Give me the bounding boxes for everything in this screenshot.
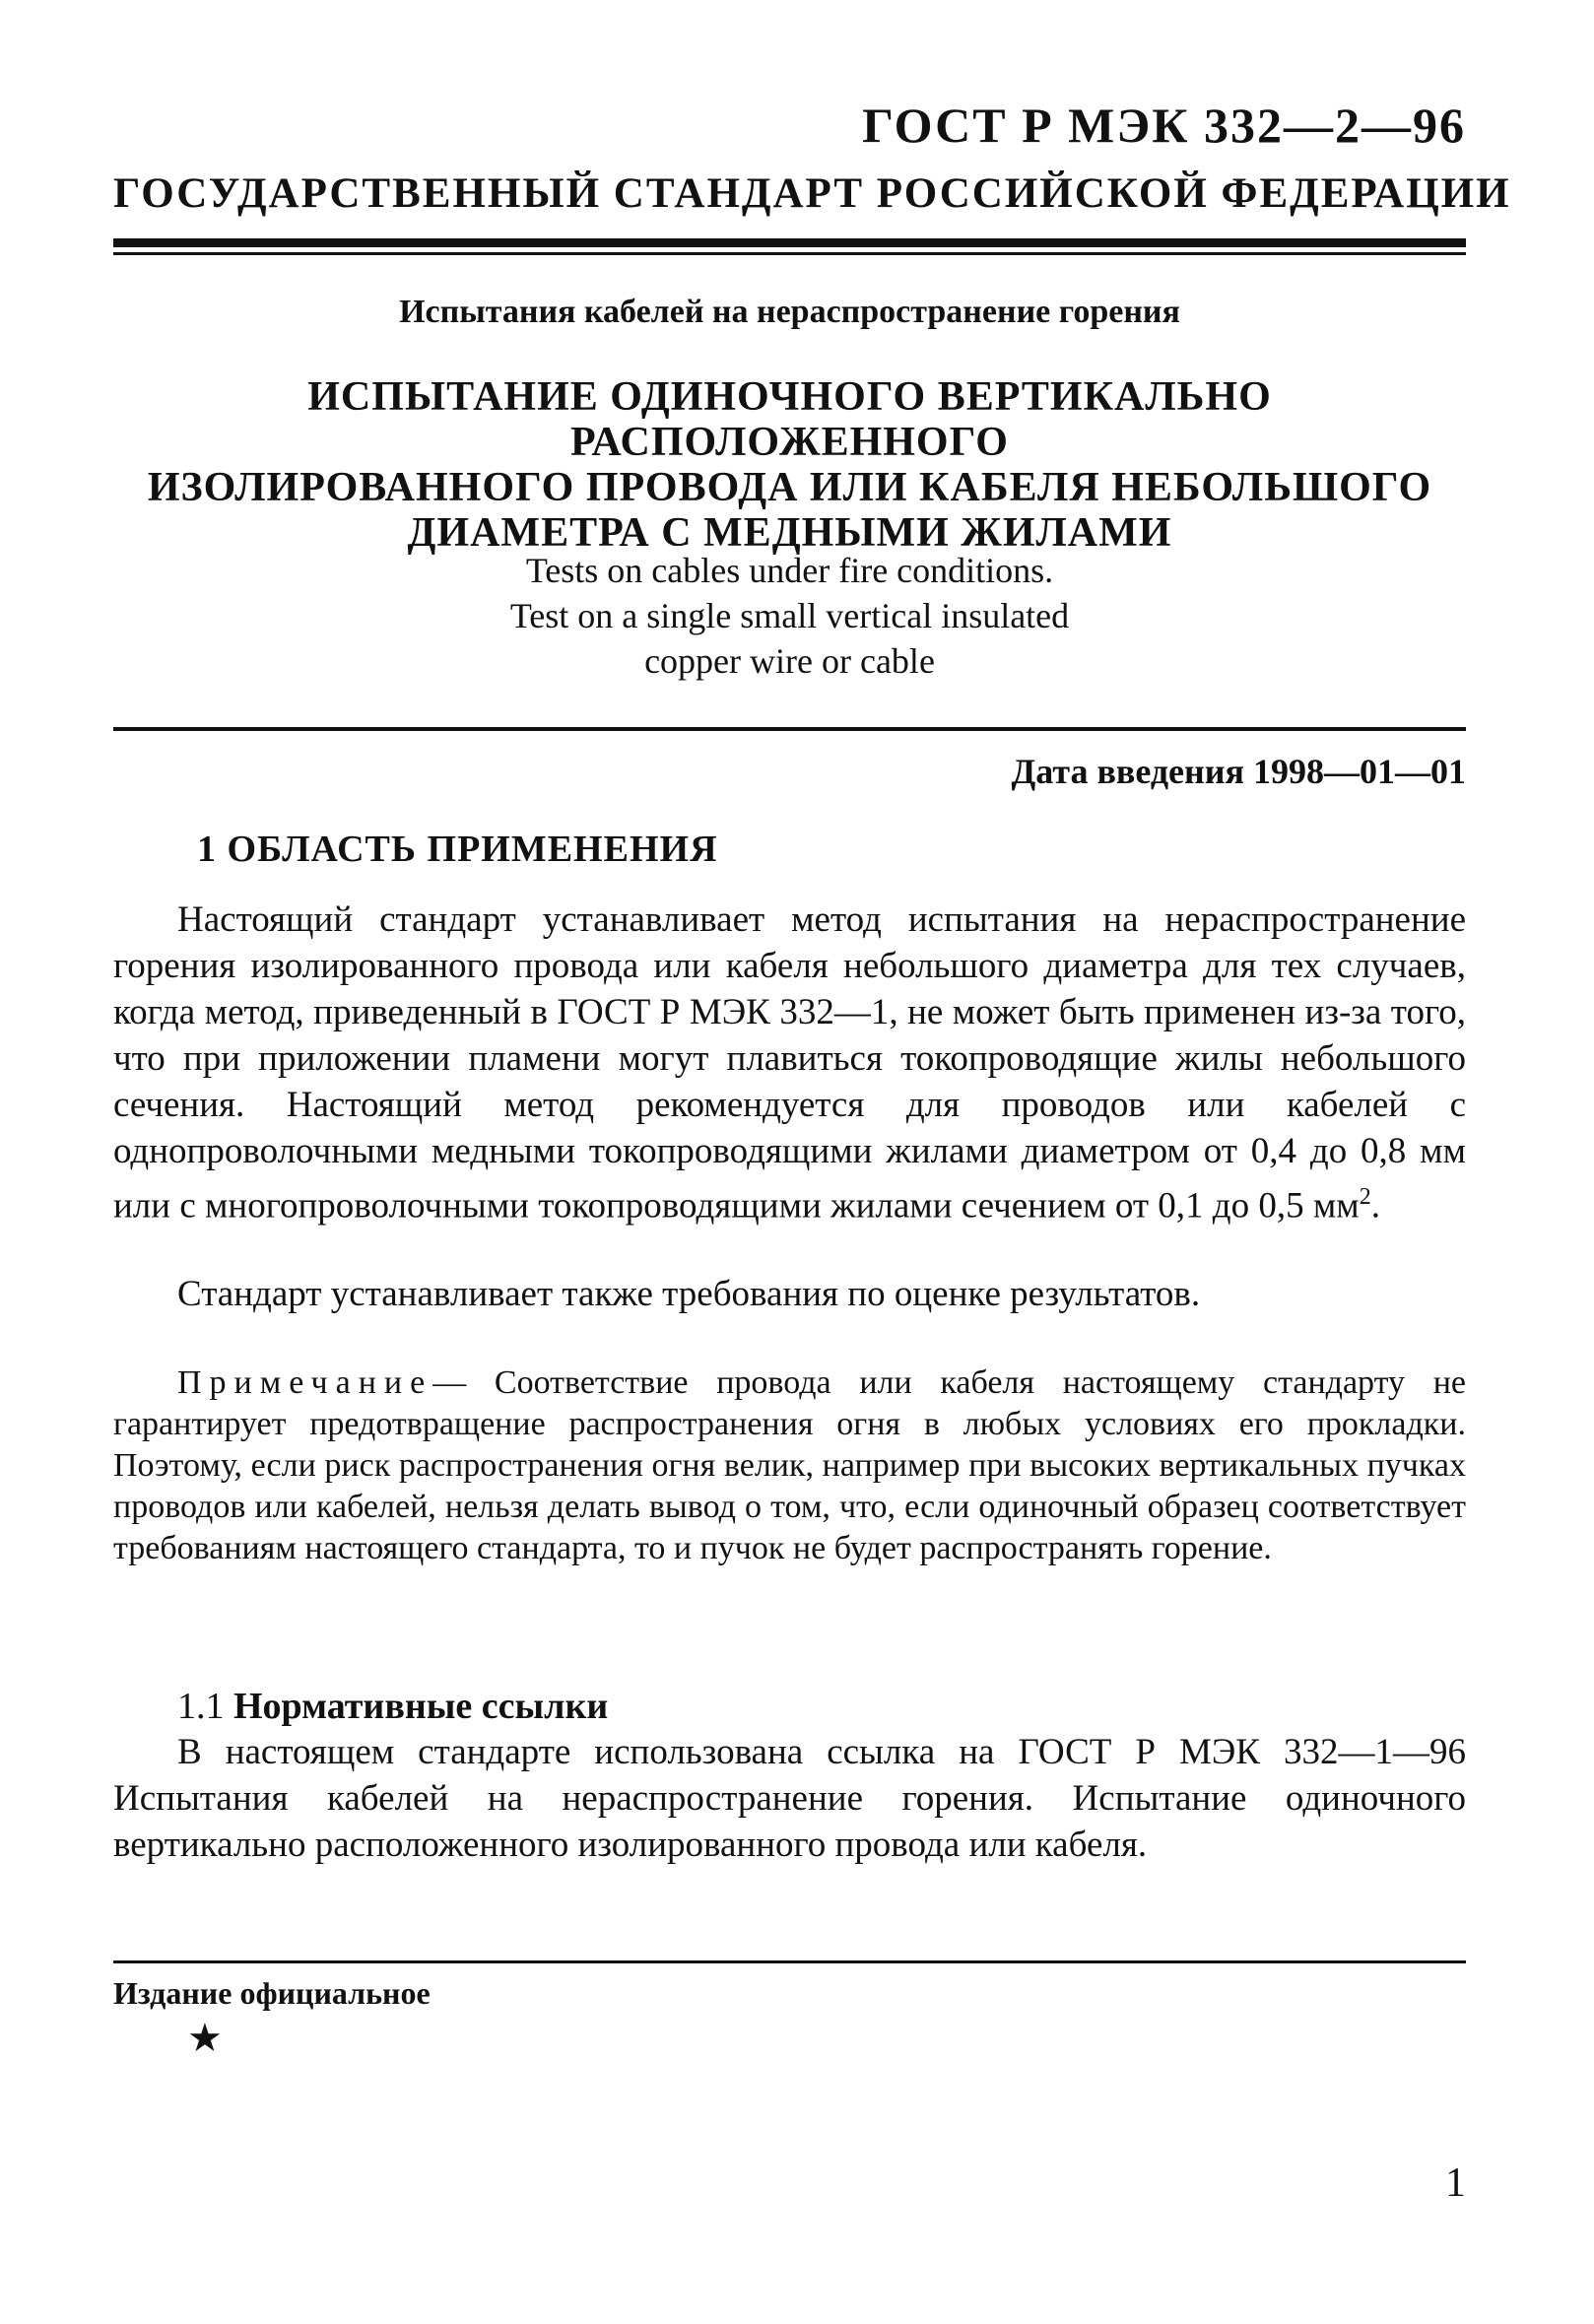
document-main-title [113, 374, 1466, 556]
scope-paragraph-text: Настоящий стандарт устанавливает метод испытания на нераспространение горения изолированного провода или кабеля небольшого диаметра для тех случаев, когда метод, приведенный в ГОСТ Р МЭК 332—1, не может быть применен из-за того, что при приложении пламени могут плавиться токопроводящие жилы небольшого сечения. Настоящий метод рекомендуется для проводов или кабелей с однопроволочными медными токопроводящими жилами диаметром от 0,4 до 0,8 мм или с многопроволочными токопроводящими жилами сечением от 0,1 до 0,5 мм [113, 899, 1466, 1227]
section-1-1-heading [177, 1685, 608, 1728]
main-title-line: ИСПЫТАНИЕ ОДИНОЧНОГО ВЕРТИКАЛЬНО РАСПОЛОЖЕННОГО [307, 374, 1272, 465]
header-rule-thick [113, 238, 1466, 247]
note-text: — Соответствие провода или кабеля настоящему стандарту не гарантирует предотвращение распространения огня в любых условиях его прокладки. Поэтому, если риск распространения огня велик, например при высоких вертикальных пучках проводов или кабелей, нельзя делать вывод о том, что, если одиночный образец соответствует требованиям настоящего стандарта, то и пучок не будет распространять горение. [113, 1364, 1466, 1566]
official-edition-label: Издание официальное [113, 1975, 431, 2011]
document-subtitle: Испытания кабелей на нераспространение горения [399, 294, 1180, 330]
note-label: Примечание [177, 1364, 433, 1401]
section-1-1-number: 1.1 [177, 1686, 225, 1727]
english-title-line: Tests on cables under fire conditions. [525, 551, 1054, 590]
document-code: ГОСТ Р МЭК 332—2—96 [862, 98, 1466, 153]
footer-rule [113, 1960, 1466, 1963]
main-title-line: ИЗОЛИРОВАННОГО ПРОВОДА ИЛИ КАБЕЛЯ НЕБОЛЬШОГО [147, 465, 1432, 510]
normative-references-paragraph: В настоящем стандарте использована ссылка на ГОСТ Р МЭК 332—1—96 Испытания кабелей на нераспространение горения. Испытание одиночного вертикально расположенного изолированного провода или кабеля. [113, 1732, 1466, 1865]
state-standard-heading: ГОСУДАРСТВЕННЫЙ СТАНДАРТ РОССИЙСКОЙ ФЕДЕРАЦИИ [113, 170, 1511, 217]
page-number: 1 [1445, 2160, 1466, 2206]
star-icon: ★ [187, 2016, 223, 2060]
section-1-1-title: Нормативные ссылки [233, 1686, 609, 1727]
scope-paragraph-end: . [1370, 1185, 1380, 1227]
english-title-line: Test on a single small vertical insulated [509, 596, 1070, 635]
title-separator-rule [113, 727, 1466, 731]
english-title-line: copper wire or cable [644, 641, 935, 681]
note-paragraph [113, 1362, 1466, 1569]
superscript-2: 2 [1359, 1184, 1371, 1210]
section-1-heading: 1 ОБЛАСТЬ ПРИМЕНЕНИЯ [197, 829, 718, 870]
introduction-date: Дата введения 1998—01—01 [1011, 752, 1466, 791]
english-title [113, 548, 1466, 684]
header-rule-thin [113, 252, 1466, 255]
requirements-paragraph: Стандарт устанавливает также требования по оценке результатов. [177, 1274, 1201, 1314]
main-title-line: ДИАМЕТРА С МЕДНЫМИ ЖИЛАМИ [407, 510, 1172, 556]
scope-paragraph [113, 896, 1466, 1228]
